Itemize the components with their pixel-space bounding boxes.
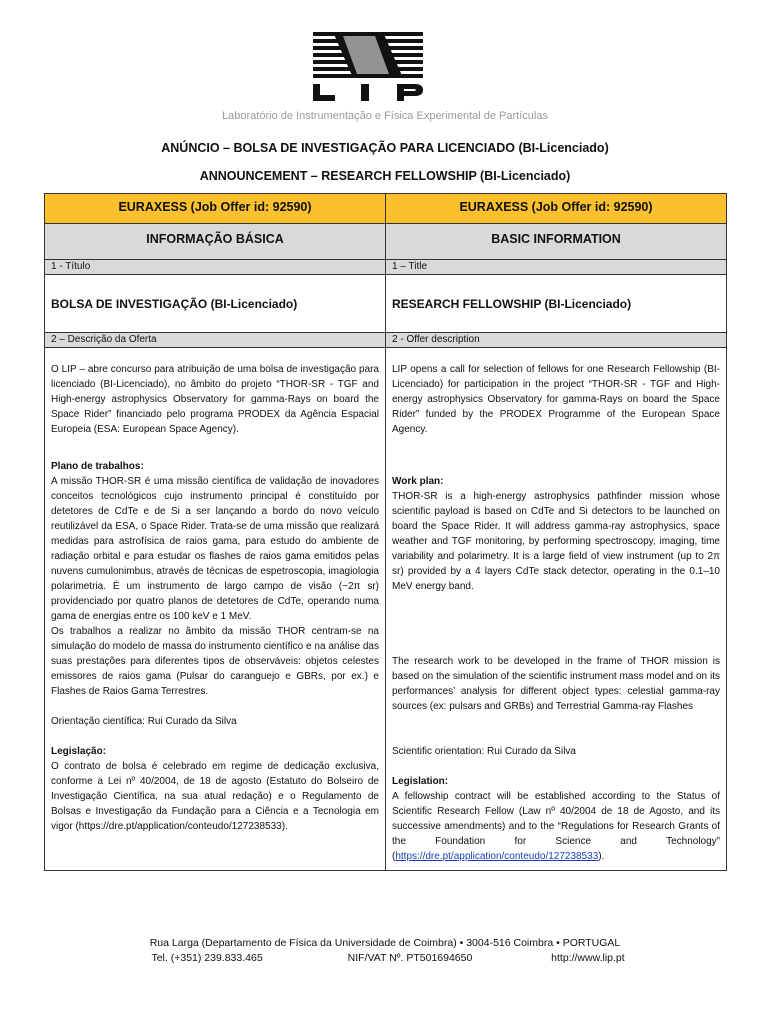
- title-value-pt: BOLSA DE INVESTIGAÇÃO (BI-Licenciado): [45, 275, 386, 333]
- euraxess-row: [45, 194, 727, 224]
- orientation-pt: Orientação científica: Rui Curado da Silva: [51, 716, 237, 727]
- title-value-row: [45, 275, 727, 333]
- institute-subtitle: Laboratório de Instrumentação e Física Experimental de Partículas: [222, 110, 548, 122]
- announcement-title-en: ANNOUNCEMENT – RESEARCH FELLOWSHIP (BI-Licenciado): [199, 169, 571, 183]
- orientation-en: Scientific orientation: Rui Curado da Silva: [392, 746, 576, 757]
- legislation-open-paren: (: [392, 851, 396, 862]
- plan-text-en: THOR-SR is a high-energy astrophysics pathfinder mission whose scientific payload is based on CdTe and Si detectors to be launched on board the Space Rider. It will address gamma-ray astrophysics, space weather and TGF monitoring, by performing spectroscopy, imaging, time variability and polarimetry. It is a large field of view instrument (up to 2π sr) provided by a 4 layers CdTe stack detector, operating in the 0.1–10 MeV energy band.: [392, 491, 720, 592]
- basic-info-pt: INFORMAÇÃO BÁSICA: [45, 224, 386, 260]
- euraxess-en: EURAXESS (Job Offer id: 92590): [386, 194, 727, 224]
- plan-text2-en: The research work to be developed in the frame of THOR mission is based on the simulation of the scientific instrument mass model and on its performances’ analysis for different object types: celestial gamma-ray sources (ex: pulsars and GRBs) and Terrestrial Gamma-ray Flashes: [392, 656, 720, 712]
- description-pt: [45, 348, 386, 871]
- footer-phone: Tel. (+351) 239.833.465: [151, 952, 263, 964]
- legislation-text-pt: O contrato de bolsa é celebrado em regime de dedicação exclusiva, conforme a Lei nº 40/2004, de 18 de agosto (Estatuto do Bolseiro de Investigação Científica, na sua atual redação) e o Regulamento de Bolsas e Investigação da Fundação para a Ciência e a Tecnologia em vigor (https://dre.pt/application/conteudo/127238533).: [51, 761, 379, 832]
- plan-heading-en: Work plan:: [392, 476, 444, 487]
- basic-info-row: [45, 224, 727, 260]
- basic-info-en: BASIC INFORMATION: [386, 224, 727, 260]
- intro-text-en: LIP opens a call for selection of fellows for one Research Fellowship (BI-Licenciado) for participation in the project “THOR-SR - TGF and High-energy astrophysics Observatory for gamma-Rays on board the Space Rider” funded by the PRODEX Programme of the European Space Agency.: [392, 364, 720, 435]
- title-value-en: RESEARCH FELLOWSHIP (BI-Licenciado): [386, 275, 727, 333]
- footer-vat: NIF/VAT Nº. PT501694650: [347, 952, 473, 964]
- plan-text-pt: A missão THOR-SR é uma missão científica de validação de inovadores conceitos tecnológicos cujo instrumento principal é constituído por detetores de CdTe e de Si a ser lançando a bordo do novo veículo reutilizável da ESA, o Space Rider. Trata-se de uma missão que realizará medidas para astrofísica de raios gama, para estudo do ambiente de radiação orbital e para estudar os flashes de raios gama emitidos pelas nuvens cumulonimbus, através de técnicas de espetroscopia, imagiologia polarimetria. É um instrumento de largo campo de visão (~2π sr) providenciado por quatro planos de detetores de CdTe, operando numa gama de energias entre os 100 keV e 1 MeV.: [51, 476, 379, 622]
- description-body-row: [45, 348, 727, 871]
- footer-address: Rua Larga (Departamento de Física da Universidade de Coimbra) • 3004-516 Coimbra • PORTUGAL: [149, 937, 621, 949]
- footer-website[interactable]: http://www.lip.pt: [551, 952, 625, 964]
- description-label-row: [45, 333, 727, 348]
- legislation-close-paren: ).: [598, 851, 605, 862]
- legislation-block-en: [392, 789, 720, 864]
- title-label-en: 1 – Title: [386, 260, 727, 275]
- plan-heading-pt: Plano de trabalhos:: [51, 461, 144, 472]
- legislation-heading-pt: Legislação:: [51, 746, 107, 757]
- footer-contact: [0, 952, 770, 964]
- euraxess-pt: EURAXESS (Job Offer id: 92590): [45, 194, 386, 224]
- legislation-heading-en: Legislation:: [392, 776, 449, 787]
- legislation-text-en: A fellowship contract will be established according to the Status of Scientific Research Fellow (Law nº 40/2004 de 18 de Agosto, and its successive amendments) and to the “Regulations for Research Grants of the Foundation for Science and Technology”: [392, 791, 720, 847]
- lip-logo: [313, 32, 423, 102]
- legislation-link[interactable]: https://dre.pt/application/conteudo/127238533: [395, 851, 599, 862]
- announcement-table: [44, 193, 727, 871]
- description-label-en: 2 - Offer description: [386, 333, 727, 348]
- description-en: [386, 348, 727, 871]
- plan-text2-pt: Os trabalhos a realizar no âmbito da missão THOR centram-se na simulação do modelo de massa do instrumento científico e na análise das suas prestações para diferentes tipos de observáveis: objetos celestes emissores de raios gama (Pulsar do caranguejo e GBRs, por ex.) e Flashes de Raios Gama Terrestres.: [51, 626, 379, 697]
- intro-text-pt: O LIP – abre concurso para atribuição de uma bolsa de investigação para licenciado (BI-Licenciado), no âmbito do projeto “THOR-SR - TGF and High-energy astrophysics Observatory for gamma-Rays on board the Space Rider” financiado pelo programa PRODEX da Agência Espacial Europeia (ESA: European Space Agency).: [51, 364, 379, 435]
- title-label-pt: 1 - Título: [45, 260, 386, 275]
- description-label-pt: 2 – Descrição da Oferta: [45, 333, 386, 348]
- title-label-row: [45, 260, 727, 275]
- announcement-title-pt: ANÚNCIO – BOLSA DE INVESTIGAÇÃO PARA LICENCIADO (BI-Licenciado): [161, 141, 609, 155]
